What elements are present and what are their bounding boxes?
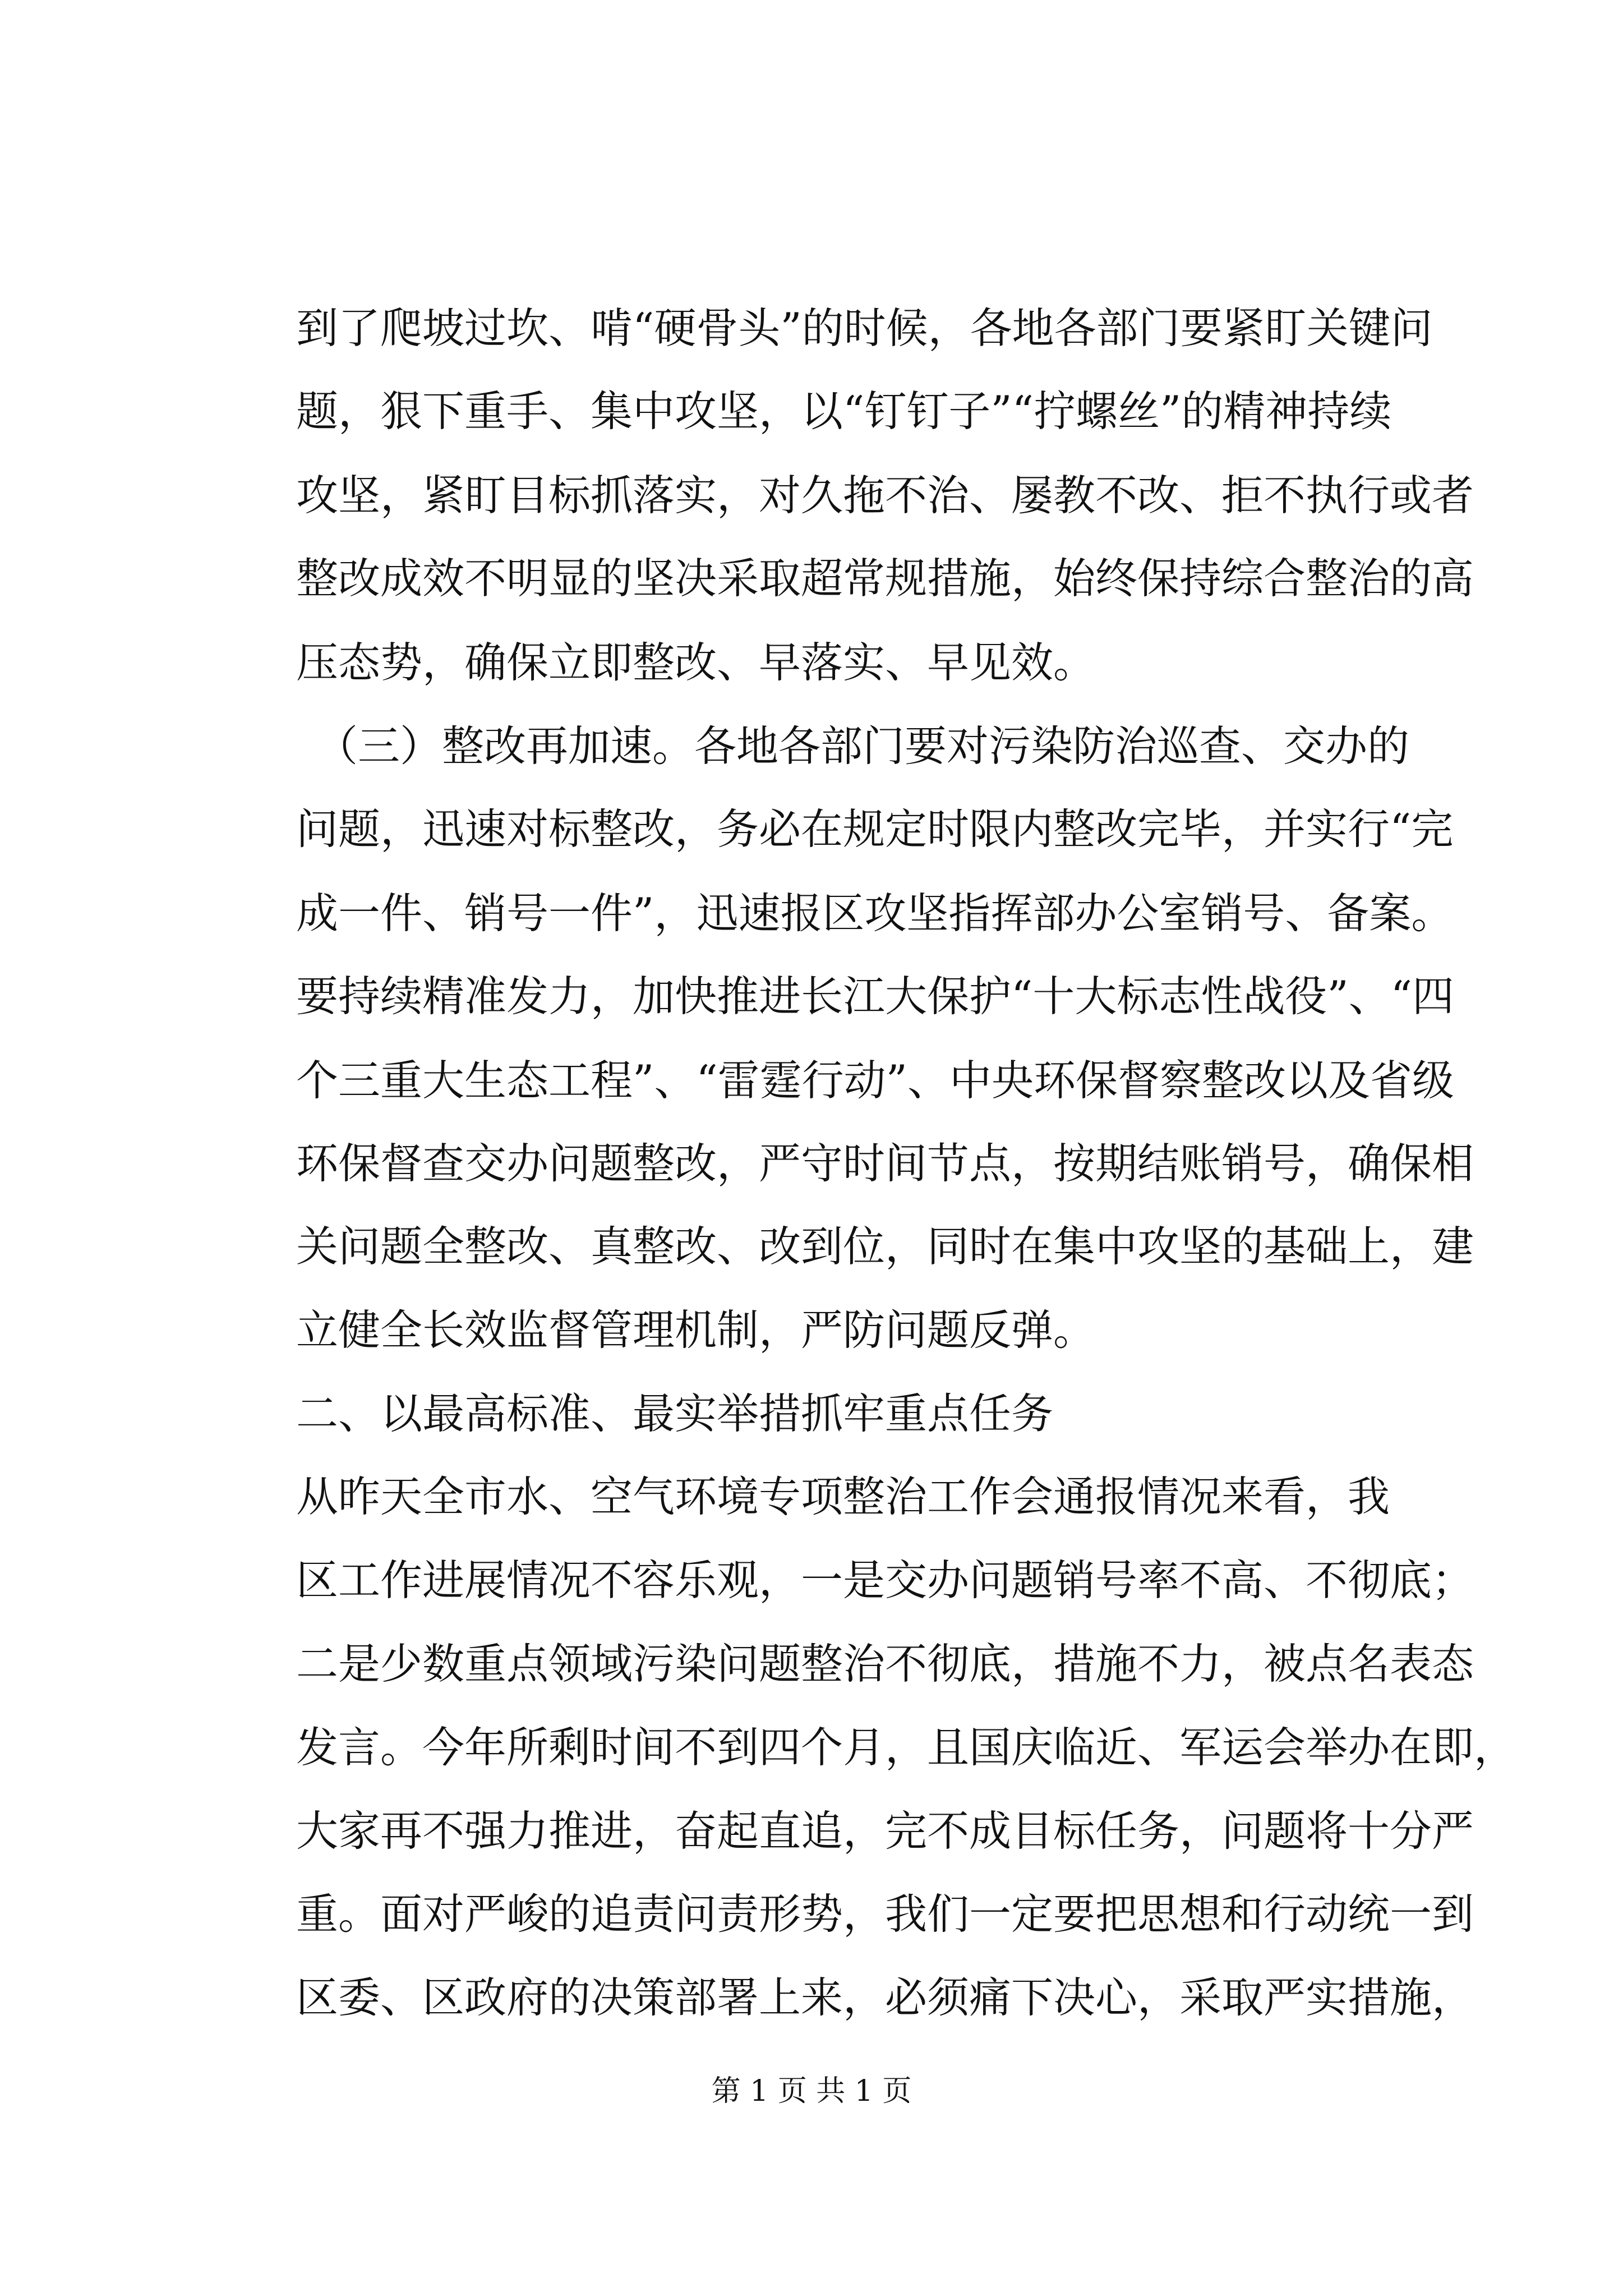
text-line-19: 大家再不强力推进，奋起直追，完不成目标任务，问题将十分严	[296, 1806, 1474, 1856]
text-line-7: 问题，迅速对标整改，务必在规定时限内整改完毕，并实行“完	[296, 804, 1454, 854]
text-line-9: 要持续精准发力，加快推进长江大保护“十大标志性战役”、“四	[296, 972, 1455, 1021]
text-line-11: 环保督查交办问题整改，严守时间节点，按期结账销号，确保相	[296, 1139, 1474, 1188]
text-line-5: 压态势，确保立即整改、早落实、早见效。	[296, 638, 1096, 687]
text-line-20: 重。面对严峻的追责问责形势，我们一定要把思想和行动统一到	[296, 1889, 1474, 1939]
text-line-13: 立健全长效监督管理机制，严防问题反弹。	[296, 1305, 1096, 1355]
text-line-15: 从昨天全市水、空气环境专项整治工作会通报情况来看，我	[296, 1472, 1390, 1521]
text-line-17: 二是少数重点领域污染问题整治不彻底，措施不力，被点名表态	[296, 1639, 1474, 1688]
text-line-8: 成一件、销号一件”，迅速报区攻坚指挥部办公室销号、备案。	[296, 889, 1454, 938]
page-footer: 第 1 页 共 1 页	[711, 2074, 912, 2108]
section-heading-2: 二、以最高标准、最实举措抓牢重点任务	[296, 1389, 1054, 1438]
text-line-10: 个三重大生态工程”、“雷霆行动”、中央环保督察整改以及省级	[296, 1056, 1455, 1105]
text-line-1: 到了爬坡过坎、啃“硬骨头”的时候，各地各部门要紧盯关键问	[296, 303, 1433, 353]
text-line-12: 关问题全整改、真整改、改到位，同时在集中攻坚的基础上，建	[296, 1222, 1474, 1271]
text-line-4: 整改成效不明显的坚决采取超常规措施，始终保持综合整治的高	[296, 554, 1474, 603]
text-line-2: 题，狠下重手、集中攻坚，以“钉钉子”“拧螺丝”的精神持续	[296, 386, 1392, 436]
text-line-3: 攻坚，紧盯目标抓落实，对久拖不治、屡教不改、拒不执行或者	[296, 471, 1474, 520]
section-3-heading-line: （三）整改再加速。各地各部门要对污染防治巡查、交办的	[316, 721, 1410, 771]
text-line-18: 发言。今年所剩时间不到四个月，且国庆临近、军运会举办在即，	[296, 1723, 1516, 1772]
text-line-21: 区委、区政府的决策部署上来，必须痛下决心，采取严实措施，	[296, 1973, 1474, 2022]
text-line-16: 区工作进展情况不容乐观，一是交办问题销号率不高、不彻底；	[296, 1556, 1474, 1605]
